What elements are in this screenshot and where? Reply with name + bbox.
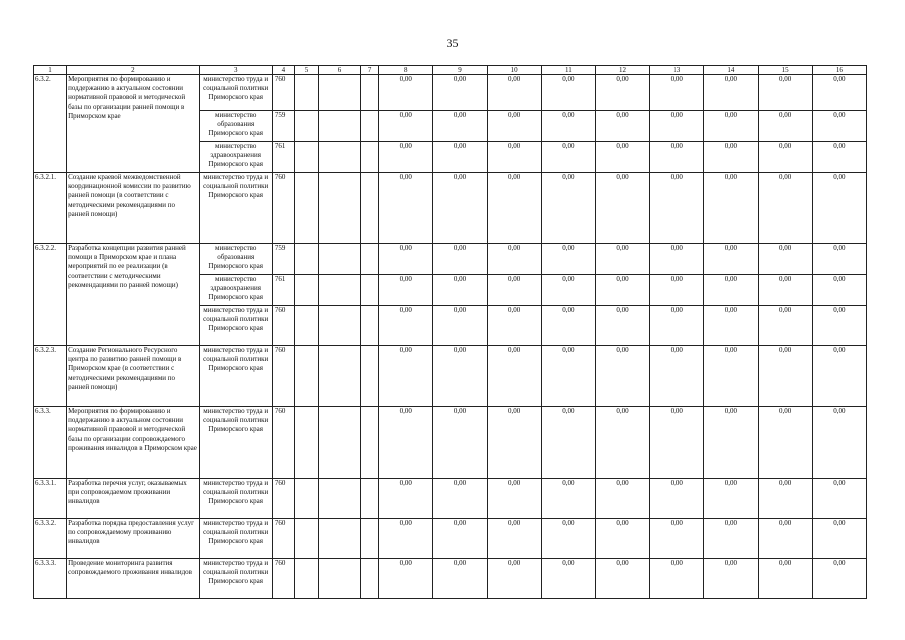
empty-cell [318, 75, 360, 111]
value-cell: 0,00 [595, 244, 649, 275]
empty-cell [294, 559, 318, 599]
value-cell: 0,00 [379, 346, 433, 407]
value-cell: 0,00 [812, 75, 866, 111]
value-cell: 0,00 [812, 111, 866, 142]
responsible-ministry: министерство здравоохранения Приморского края [199, 275, 272, 306]
column-header: 12 [595, 66, 649, 75]
budget-table [33, 65, 867, 599]
value-cell: 0,00 [541, 306, 595, 346]
column-header: 4 [272, 66, 294, 75]
table-row [34, 479, 867, 519]
row-number: 6.3.3. [34, 407, 67, 479]
value-cell: 0,00 [758, 407, 812, 479]
value-cell: 0,00 [595, 407, 649, 479]
empty-cell [318, 244, 360, 275]
value-cell: 0,00 [379, 519, 433, 559]
value-cell: 0,00 [758, 479, 812, 519]
value-cell: 0,00 [595, 111, 649, 142]
row-number: 6.3.3.2. [34, 519, 67, 559]
value-cell: 0,00 [433, 479, 487, 519]
value-cell: 0,00 [758, 244, 812, 275]
table-row [34, 244, 867, 275]
value-cell: 0,00 [704, 244, 758, 275]
page-number: 35 [446, 36, 459, 50]
column-header: 2 [67, 66, 199, 75]
empty-cell [294, 75, 318, 111]
value-cell: 0,00 [595, 559, 649, 599]
table-row [34, 519, 867, 559]
value-cell: 0,00 [650, 519, 704, 559]
value-cell: 0,00 [379, 173, 433, 244]
empty-cell [361, 111, 379, 142]
value-cell: 0,00 [433, 275, 487, 306]
empty-cell [318, 306, 360, 346]
value-cell: 0,00 [541, 275, 595, 306]
empty-cell [361, 407, 379, 479]
empty-cell [294, 173, 318, 244]
activity-name: Разработка перечня услуг, оказываемых при сопровождаемом проживании инвалидов [67, 479, 199, 519]
activity-name: Проведение мониторинга развития сопровождаемого проживания инвалидов [67, 559, 199, 599]
value-cell: 0,00 [812, 346, 866, 407]
value-cell: 0,00 [650, 244, 704, 275]
value-cell: 0,00 [487, 275, 541, 306]
value-cell: 0,00 [487, 559, 541, 599]
column-header: 1 [34, 66, 67, 75]
value-cell: 0,00 [541, 244, 595, 275]
value-cell: 0,00 [650, 306, 704, 346]
empty-cell [318, 142, 360, 173]
value-cell: 0,00 [595, 346, 649, 407]
value-cell: 0,00 [758, 173, 812, 244]
value-cell: 0,00 [812, 479, 866, 519]
value-cell: 0,00 [487, 244, 541, 275]
value-cell: 0,00 [379, 479, 433, 519]
empty-cell [294, 142, 318, 173]
responsible-ministry: министерство труда и социальной политики Приморского края [199, 75, 272, 111]
value-cell: 0,00 [595, 173, 649, 244]
row-number: 6.3.2.1. [34, 173, 67, 244]
activity-name: Создание Регионального Ресурсного центра по развитию ранней помощи в Приморском крае (в соответствии с методическими рекомендациями по ранней помощи) [67, 346, 199, 407]
value-cell: 0,00 [541, 479, 595, 519]
value-cell: 0,00 [704, 173, 758, 244]
value-cell: 0,00 [379, 111, 433, 142]
value-cell: 0,00 [487, 111, 541, 142]
responsible-ministry: министерство труда и социальной политики Приморского края [199, 519, 272, 559]
responsible-ministry: министерство образования Приморского края [199, 244, 272, 275]
empty-cell [361, 75, 379, 111]
activity-name: Мероприятия по формированию и поддержанию в актуальном состоянии нормативной правовой и методической базы по организации ранней помощи в Приморском крае [67, 75, 199, 173]
column-header: 7 [361, 66, 379, 75]
column-header: 9 [433, 66, 487, 75]
column-header: 6 [318, 66, 360, 75]
value-cell: 0,00 [541, 519, 595, 559]
row-number: 6.3.2.3. [34, 346, 67, 407]
value-cell: 0,00 [595, 519, 649, 559]
table-row [34, 346, 867, 407]
ministry-code: 760 [272, 559, 294, 599]
value-cell: 0,00 [433, 407, 487, 479]
row-number: 6.3.2. [34, 75, 67, 173]
ministry-code: 761 [272, 275, 294, 306]
value-cell: 0,00 [704, 75, 758, 111]
value-cell: 0,00 [704, 111, 758, 142]
empty-cell [361, 519, 379, 559]
responsible-ministry: министерство труда и социальной политики Приморского края [199, 173, 272, 244]
table-row [34, 407, 867, 479]
value-cell: 0,00 [704, 479, 758, 519]
value-cell: 0,00 [379, 244, 433, 275]
value-cell: 0,00 [704, 346, 758, 407]
ministry-code: 759 [272, 244, 294, 275]
ministry-code: 761 [272, 142, 294, 173]
empty-cell [318, 519, 360, 559]
value-cell: 0,00 [704, 142, 758, 173]
value-cell: 0,00 [812, 407, 866, 479]
value-cell: 0,00 [758, 111, 812, 142]
empty-cell [294, 407, 318, 479]
empty-cell [361, 244, 379, 275]
value-cell: 0,00 [595, 75, 649, 111]
value-cell: 0,00 [433, 173, 487, 244]
activity-name: Разработка концепции развития ранней помощи в Приморском крае и плана мероприятий по ее реализации (в соответствии с методическими рекомендациями по ранней помощи) [67, 244, 199, 346]
value-cell: 0,00 [433, 559, 487, 599]
responsible-ministry: министерство труда и социальной политики Приморского края [199, 306, 272, 346]
empty-cell [294, 111, 318, 142]
value-cell: 0,00 [758, 306, 812, 346]
value-cell: 0,00 [541, 559, 595, 599]
empty-cell [318, 173, 360, 244]
table-row [34, 75, 867, 111]
value-cell: 0,00 [487, 479, 541, 519]
value-cell: 0,00 [487, 75, 541, 111]
value-cell: 0,00 [650, 346, 704, 407]
table-row [34, 559, 867, 599]
value-cell: 0,00 [650, 479, 704, 519]
column-header: 13 [650, 66, 704, 75]
value-cell: 0,00 [487, 346, 541, 407]
empty-cell [318, 479, 360, 519]
column-header: 16 [812, 66, 866, 75]
ministry-code: 760 [272, 306, 294, 346]
value-cell: 0,00 [487, 173, 541, 244]
value-cell: 0,00 [541, 111, 595, 142]
row-number: 6.3.2.2. [34, 244, 67, 346]
ministry-code: 760 [272, 519, 294, 559]
empty-cell [294, 346, 318, 407]
value-cell: 0,00 [758, 75, 812, 111]
empty-cell [361, 275, 379, 306]
empty-cell [294, 519, 318, 559]
empty-cell [361, 559, 379, 599]
value-cell: 0,00 [433, 75, 487, 111]
value-cell: 0,00 [704, 559, 758, 599]
column-header: 5 [294, 66, 318, 75]
value-cell: 0,00 [812, 306, 866, 346]
empty-cell [318, 559, 360, 599]
value-cell: 0,00 [595, 142, 649, 173]
responsible-ministry: министерство здравоохранения Приморского края [199, 142, 272, 173]
ministry-code: 760 [272, 173, 294, 244]
empty-cell [318, 275, 360, 306]
ministry-code: 760 [272, 346, 294, 407]
value-cell: 0,00 [650, 75, 704, 111]
responsible-ministry: министерство труда и социальной политики Приморского края [199, 479, 272, 519]
value-cell: 0,00 [812, 173, 866, 244]
value-cell: 0,00 [541, 173, 595, 244]
value-cell: 0,00 [433, 111, 487, 142]
value-cell: 0,00 [758, 346, 812, 407]
responsible-ministry: министерство образования Приморского края [199, 111, 272, 142]
value-cell: 0,00 [379, 275, 433, 306]
value-cell: 0,00 [433, 306, 487, 346]
value-cell: 0,00 [595, 275, 649, 306]
empty-cell [361, 479, 379, 519]
value-cell: 0,00 [541, 346, 595, 407]
value-cell: 0,00 [812, 142, 866, 173]
value-cell: 0,00 [433, 346, 487, 407]
empty-cell [361, 306, 379, 346]
value-cell: 0,00 [595, 306, 649, 346]
empty-cell [294, 479, 318, 519]
column-header: 8 [379, 66, 433, 75]
value-cell: 0,00 [379, 75, 433, 111]
value-cell: 0,00 [379, 142, 433, 173]
activity-name: Мероприятия по формированию и поддержанию в актуальном состоянии нормативной правовой и методической базы по организации сопровождаемого проживания инвалидов в Приморском крае [67, 407, 199, 479]
column-header: 14 [704, 66, 758, 75]
responsible-ministry: министерство труда и социальной политики Приморского края [199, 346, 272, 407]
empty-cell [318, 346, 360, 407]
value-cell: 0,00 [433, 142, 487, 173]
activity-name: Создание краевой межведомственной координационной комиссии по развитию ранней помощи (в соответствии с методическими рекомендациями по ранней помощи) [67, 173, 199, 244]
responsible-ministry: министерство труда и социальной политики Приморского края [199, 559, 272, 599]
value-cell: 0,00 [650, 142, 704, 173]
ministry-code: 760 [272, 75, 294, 111]
empty-cell [318, 407, 360, 479]
value-cell: 0,00 [379, 407, 433, 479]
value-cell: 0,00 [812, 559, 866, 599]
value-cell: 0,00 [541, 407, 595, 479]
value-cell: 0,00 [541, 75, 595, 111]
header-row [34, 66, 867, 75]
value-cell: 0,00 [650, 173, 704, 244]
value-cell: 0,00 [595, 479, 649, 519]
value-cell: 0,00 [650, 111, 704, 142]
value-cell: 0,00 [433, 519, 487, 559]
value-cell: 0,00 [487, 306, 541, 346]
value-cell: 0,00 [758, 519, 812, 559]
value-cell: 0,00 [650, 407, 704, 479]
empty-cell [361, 346, 379, 407]
column-header: 3 [199, 66, 272, 75]
value-cell: 0,00 [812, 275, 866, 306]
ministry-code: 760 [272, 479, 294, 519]
ministry-code: 760 [272, 407, 294, 479]
column-header: 11 [541, 66, 595, 75]
value-cell: 0,00 [758, 275, 812, 306]
value-cell: 0,00 [704, 275, 758, 306]
responsible-ministry: министерство труда и социальной политики Приморского края [199, 407, 272, 479]
empty-cell [361, 173, 379, 244]
value-cell: 0,00 [487, 407, 541, 479]
activity-name: Разработка порядка предоставления услуг по сопровождаемому проживанию инвалидов [67, 519, 199, 559]
value-cell: 0,00 [704, 519, 758, 559]
value-cell: 0,00 [650, 275, 704, 306]
value-cell: 0,00 [379, 306, 433, 346]
value-cell: 0,00 [812, 519, 866, 559]
value-cell: 0,00 [433, 244, 487, 275]
value-cell: 0,00 [541, 142, 595, 173]
value-cell: 0,00 [487, 142, 541, 173]
empty-cell [294, 275, 318, 306]
row-number: 6.3.3.1. [34, 479, 67, 519]
empty-cell [361, 142, 379, 173]
value-cell: 0,00 [650, 559, 704, 599]
value-cell: 0,00 [379, 559, 433, 599]
column-header: 10 [487, 66, 541, 75]
empty-cell [294, 244, 318, 275]
value-cell: 0,00 [812, 244, 866, 275]
value-cell: 0,00 [704, 407, 758, 479]
ministry-code: 759 [272, 111, 294, 142]
row-number: 6.3.3.3. [34, 559, 67, 599]
column-header: 15 [758, 66, 812, 75]
value-cell: 0,00 [758, 559, 812, 599]
empty-cell [294, 306, 318, 346]
table-row [34, 173, 867, 244]
value-cell: 0,00 [487, 519, 541, 559]
empty-cell [318, 111, 360, 142]
value-cell: 0,00 [704, 306, 758, 346]
value-cell: 0,00 [758, 142, 812, 173]
